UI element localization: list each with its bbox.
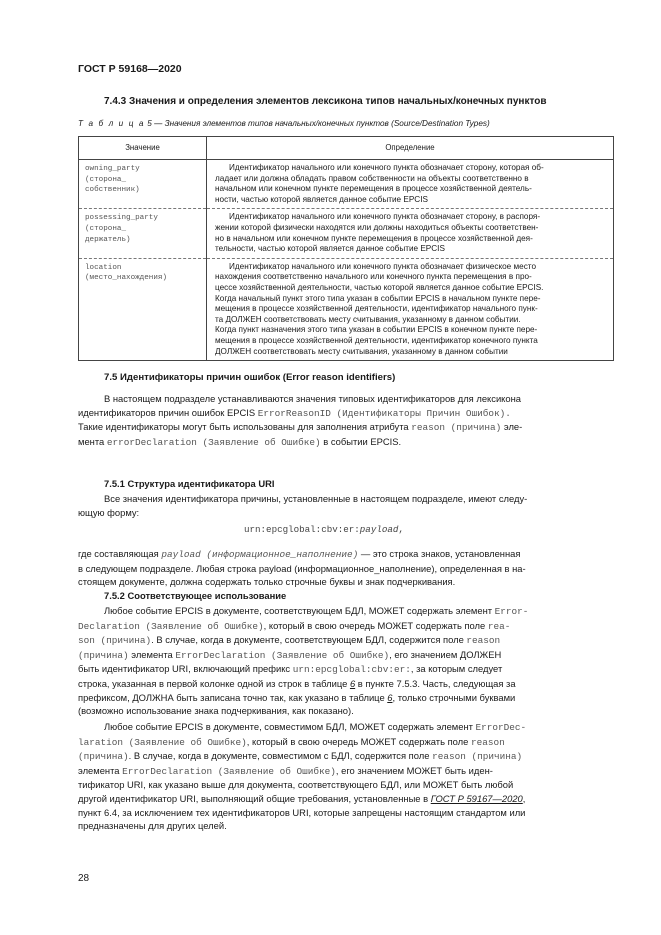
table-cell-value: owning_party (сторона_ собственник)	[79, 160, 207, 209]
table-row	[79, 160, 614, 209]
gost-59167-link[interactable]: ГОСТ Р 59167—2020	[430, 792, 523, 804]
section-7-5-2-title: 7.5.2 Соответствующее использование	[104, 590, 287, 601]
section-7-5-1-paragraph: Все значения идентификатора причины, установленные в настоящем подразделе, имеют следу- ющую форму:	[78, 493, 528, 518]
table-row	[79, 258, 614, 360]
section-7-5-title: 7.5 Идентификаторы причин ошибок (Error reason identifiers)	[104, 372, 396, 383]
table-cell-definition: Идентификатор начального или конечного пункта обозначает физическое место нахождения соответственно начального или конечного пункта перемещения в про- цессе хозяйственной деятельности, частью которой является данное событие EPCIS. Когда начальный пункт этого типа указан в событии EPCIS в начальном пункте пере- мещения в процессе хозяйственной деятельности, идентификатор начального пунк- та ДОЛЖЕН соответствовать месту считывания, указанному в данном событии. Когда пункт назначения этого типа указан в событии EPCIS в конечном пункте пере- мещения в процессе хозяйственной деятельности, идентификатор конечного пункта ДОЛЖЕН соответствовать месту считывания, указанному в данном событии	[207, 258, 614, 360]
section-7-5-2-paragraph-2: Любое событие EPCIS в документе, совместимом БДЛ, МОЖЕТ содержать элемент ErrorDec- laration (Заявление об Ошибке), который в свою очередь МОЖЕТ содержать поле reason (причина). В случае, когда в документе, совместимом с БДЛ, содержится поле reason (причина) элемента ErrorDeclaration (Заявление об Ошибке), его значением МОЖЕТ быть иден- тификатор URI, как указано выше для документа, соответствующего БДЛ, или МОЖЕТ быть любой другой идентификатор URI, выполняющий общие требования, установленные в ГОСТ Р 59167—2020, пункт 6.4, за исключением тех идентификаторов URI, которые запрещены настоящим стандартом или предназначены для других целей.	[78, 721, 527, 832]
table-cell-value: possessing_party (сторона_ держатель)	[79, 209, 207, 258]
uri-formula: urn:epcglobal:cbv:er:payload,	[244, 524, 404, 535]
section-7-5-1-title: 7.5.1 Структура идентификатора URI	[104, 478, 275, 489]
table-6-link[interactable]: 6	[387, 691, 393, 703]
section-7-4-3-title: 7.4.3 Значения и определения элементов лексикона типов начальных/конечных пунктов	[104, 96, 547, 107]
section-7-5-2-paragraph-1: Любое событие EPCIS в документе, соответствующем БДЛ, МОЖЕТ содержать элемент Error- Declaration (Заявление об Ошибке), который в свою очередь МОЖЕТ содержать поле rea- son (причина). В случае, когда в документе, соответствующем БДЛ, содержится поле reason (причина) элемента ErrorDeclaration (Заявление об Ошибке), его значением ДОЛЖЕН быть идентификатор URI, включающий префикс urn:epcglobal:cbv:er:, за которым следует строка, указанная в первой колонке одной из строк в таблице 6 в пункте 7.5.3. Часть, следующая за префиксом, ДОЛЖНА быть записана точно так, как указано в таблице 6, только строчными буквами (возможно использование знака подчеркивания, как показано).	[78, 605, 529, 717]
section-7-5-paragraph: В настоящем подразделе устанавливаются значения типовых идентификаторов для лексикона идентификаторов причин ошибок EPCIS ErrorReasonID (Идентификаторы Причин Ошибок). Такие идентификаторы могут быть использованы для заполнения атрибута reason (причина) эле- мента errorDeclaration (Заявление об Ошибке) в событии EPCIS.	[78, 393, 523, 448]
table-5	[78, 136, 614, 361]
page-number: 28	[78, 873, 90, 884]
table-caption-text: 5 — Значения элементов типов начальных/конечных пунктов (Source/Destination Types)	[147, 119, 490, 128]
column-header-value: Значение	[79, 137, 207, 160]
table-5-caption	[78, 119, 490, 128]
table-caption-label: Т а б л и ц а	[78, 119, 146, 128]
document-header: ГОСТ Р 59168—2020	[78, 63, 182, 75]
column-header-definition: Определение	[207, 137, 614, 160]
table-row	[79, 209, 614, 258]
table-cell-value: location (место_нахождения)	[79, 258, 207, 360]
table-cell-definition: Идентификатор начального или конечного пункта обозначает сторону, которая об- ладает или должна обладать правом собственности на объекты соответственно в начальном или конечном пункте перемещения в процессе хозяйственной деятель- ности, частью которой является данное событие EPCIS	[207, 160, 614, 209]
table-6-link[interactable]: 6	[349, 677, 356, 689]
table-cell-definition: Идентификатор начального или конечного пункта обозначает сторону, в распоря- жении которой физически находятся или должны находиться объекты соответствен- но в начальном или конечном пункте перемещения в процессе хозяйственной дея- тельности, частью которой является данное событие EPCIS	[207, 209, 614, 258]
payload-paragraph: где составляющая payload (информационное_наполнение) — это строка знаков, установленная в следующем подразделе. Любая строка payload (информационное_наполнение), определенная в на- стоящем документе, должна содержать только строчные буквы и знак подчеркивания.	[78, 548, 526, 588]
